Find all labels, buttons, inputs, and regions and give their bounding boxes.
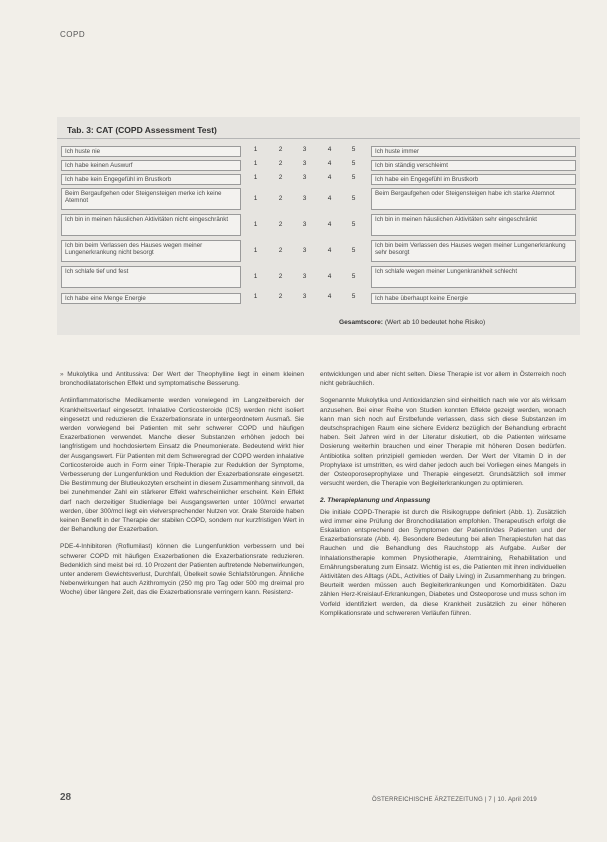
section-header: COPD [60, 30, 86, 39]
left-column [60, 370, 304, 606]
score-4: 4 [327, 293, 332, 300]
score-1: 1 [253, 174, 258, 181]
score-4: 4 [327, 221, 332, 228]
score-1: 1 [253, 273, 258, 280]
score-2: 2 [278, 293, 283, 300]
row-left-text: Ich huste nie [61, 146, 241, 157]
score-2: 2 [278, 221, 283, 228]
score-5: 5 [351, 273, 356, 280]
score-3: 3 [302, 174, 307, 181]
paragraph: Antiinflammatorische Medikamente werden vorwiegend im Langzeitbereich der Krankheitsverlauf eingesetzt. Inhalative Corticosteroide (ICS) werden nicht isoliert eingesetzt und reduzieren die Exazerbationsrate in untergeordnetem Ausmaß. Sie werden vorwiegend bei Patienten mit sehr schwerer COPD und häufigen Exazerbationen verwendet. Manche dieser Substanzen erhöhen jedoch bei langfristigem und hochdosiertem Einsatz die Pneumonierate. Bedeutend wirkt hier der Ausgangswert. Für Patienten mit dem Schweregrad der COPD werden inhalative Corticosteroide auch in Form einer Triple-Therapie zur Reduktion der Symptome, Verbesserung der Lungenfunktion und Reduktion der Exazerbationsrate eingesetzt. Die Bestimmung der Blutleukozyten erscheint in diesem Zusammenhang sinnvoll, da bei zunehmender Zahl ein stärkerer Effekt wahrscheinlicher erscheint. Kein Effekt darf nach derzeitiger Studienlage bei Ausgangswerten unter 100/mcl erwartet werden, über 300/mcl liegt ein vielversprechender Nutzen vor. Orale Steroide haben keinen Benefit in der Therapie der stabilen COPD, sondern nur kurzfristigen Wert in der Behandlung der Exazerbation. [60, 397, 304, 534]
total-score-label: Gesamtscore: [339, 319, 383, 326]
paragraph: Sogenannte Mukolytika und Antioxidanzien sind einheitlich nach wie vor als wirksam anzusehen. Bei einer Reihe von Studien konnten Effekte gezeigt werden, wonach kann man sich noch auf Erstbefunde verlassen, dass sich diese Substanzen im deutschsprachigen Raum eine sichere Evidenz bezüglich der Behandlung erbracht haben. Seit Jahren wird in der Literatur diskutiert, ob die Patienten wirksame Dosierung weiterhin brauchen und einer Therapie mit höheren Dosen bedürfen. Antibiotika sollten prinzipiell gemieden werden. Der Wert der Vitamin D in der Prophylaxe ist umstritten, es wird daher jedoch auch bei Vorliegen eines Mangels in der Osteoporoseprophylaxe und Therapie eingesetzt. Grundsätzlich soll immer versucht werden, die Therapie von Begleiterkrankungen zu optimieren. [320, 397, 566, 488]
score-5: 5 [351, 221, 356, 228]
score-3: 3 [302, 221, 307, 228]
total-score-note: (Wert ab 10 bedeutet hohe Risiko) [384, 319, 486, 326]
score-1: 1 [253, 146, 258, 153]
score-4: 4 [327, 146, 332, 153]
score-3: 3 [302, 247, 307, 254]
paragraph: Die initiale COPD-Therapie ist durch die Risikogruppe definiert (Abb. 1). Zusätzlich wird immer eine Prüfung der Bronchodilatation empfohlen. Therapeutisch erfolgt die Eskalation entsprechend den Symptomen der Patientin/des Patienten und der Exazerbationsrate (Abb. 4). Besondere Bedeutung bei allen Therapiestufen hat das Rauchen und die Behandlung des Rauchstopp als Aufgabe. Außer der Inhalationstherapie kommen Physiotherapie, Atemtraining, Rehabilitation und Ernährungsberatung zum Einsatz. Wichtig ist es, die Patienten mit ihren individuellen Aktivitäten des Alltags (ADL, Activities of Daily Living) in Zusammenhang zu bringen. Beurteilt werden müssen auch Begleiterkrankungen und Komorbiditäten. Dazu zählen Herz-Kreislauf-Erkrankungen, Diabetes und Osteoporose und muss schon im Vorfeld identifiziert werden, da diese Krankheit zusätzlich zu einer höheren Komplikationsrate und schwereren Verläufen führen. [320, 508, 566, 617]
row-right-text: Ich schlafe wegen meiner Lungenkrankheit schlecht [371, 266, 576, 288]
score-5: 5 [351, 160, 356, 167]
score-4: 4 [327, 174, 332, 181]
section-heading: 2. Therapieplanung und Anpassung [320, 497, 431, 505]
score-5: 5 [351, 247, 356, 254]
score-3: 3 [302, 293, 307, 300]
score-2: 2 [278, 195, 283, 202]
score-3: 3 [302, 195, 307, 202]
row-right-text: Ich habe überhaupt keine Energie [371, 293, 576, 304]
paragraph: entwicklungen und aber nicht selten. Diese Therapie ist vor allem in Österreich noch nicht gebräuchlich. [320, 371, 566, 388]
row-left-text: Ich bin in meinen häuslichen Aktivitäten nicht eingeschränkt [61, 214, 241, 236]
score-3: 3 [302, 160, 307, 167]
score-1: 1 [253, 195, 258, 202]
score-2: 2 [278, 146, 283, 153]
score-3: 3 [302, 273, 307, 280]
row-right-text: Ich bin in meinen häuslichen Aktivitäten sehr eingeschränkt [371, 214, 576, 236]
score-2: 2 [278, 247, 283, 254]
cat-table [57, 117, 580, 335]
score-4: 4 [327, 247, 332, 254]
score-5: 5 [351, 174, 356, 181]
row-left-text: Beim Bergaufgehen oder Steigensteigen merke ich keine Atemnot [61, 188, 241, 210]
score-2: 2 [278, 273, 283, 280]
continuation-arrow-icon: » [60, 371, 68, 378]
score-4: 4 [327, 160, 332, 167]
score-1: 1 [253, 293, 258, 300]
row-left-text: Ich schlafe tief und fest [61, 266, 241, 288]
row-right-text: Beim Bergaufgehen oder Steigensteigen habe ich starke Atemnot [371, 188, 576, 210]
page-number: 28 [60, 792, 72, 803]
row-right-text: Ich bin ständig verschleimt [371, 160, 576, 171]
row-right-text: Ich habe ein Engegefühl im Brustkorb [371, 174, 576, 185]
score-3: 3 [302, 146, 307, 153]
table-head-rule [57, 138, 580, 139]
score-5: 5 [351, 293, 356, 300]
score-4: 4 [327, 273, 332, 280]
score-2: 2 [278, 160, 283, 167]
row-left-text: Ich habe eine Menge Energie [61, 293, 241, 304]
score-5: 5 [351, 146, 356, 153]
total-score-line [339, 319, 485, 326]
row-left-text: Ich bin beim Verlassen des Hauses wegen meiner Lungenerkrankung nicht besorgt [61, 240, 241, 262]
row-right-text: Ich bin beim Verlassen des Hauses wegen meiner Lungenerkrankung sehr besorgt [371, 240, 576, 262]
publication-source: ÖSTERREICHISCHE ÄRZTEZEITUNG | 7 | 10. April 2019 [372, 797, 537, 803]
right-column [320, 370, 566, 626]
score-1: 1 [253, 221, 258, 228]
row-left-text: Ich habe kein Engegefühl im Brustkorb [61, 174, 241, 185]
paragraph: PDE-4-Inhibitoren (Roflumilast) können die Lungenfunktion verbessern und bei schwerer COPD mit häufigen Exazerbationen die Exazerbationsrate reduzieren. Bedenklich sind meist bei rd. 10 Prozent der Patienten auftretende Nebenwirkungen, unter anderem Gewichtsverlust, Durchfall, Übelkeit sowie Schlafstörungen. Ähnliche Nebenwirkungen hat auch Azithromycin (250 mg pro Tag oder 500 mg dreimal pro Woche) über längere Zeit, das die Exazerbationsrate verringern kann. Resistenz- [60, 543, 304, 597]
row-left-text: Ich habe keinen Auswurf [61, 160, 241, 171]
score-5: 5 [351, 195, 356, 202]
row-right-text: Ich huste immer [371, 146, 576, 157]
score-2: 2 [278, 174, 283, 181]
table-title: Tab. 3: CAT (COPD Assessment Test) [67, 125, 217, 135]
score-1: 1 [253, 247, 258, 254]
score-4: 4 [327, 195, 332, 202]
score-1: 1 [253, 160, 258, 167]
paragraph: » Mukolytika und Antitussiva: Der Wert der Theophylline liegt in einem kleinen bronchodilatatorischen Effekt und symptomatische Besserung. [60, 371, 305, 388]
